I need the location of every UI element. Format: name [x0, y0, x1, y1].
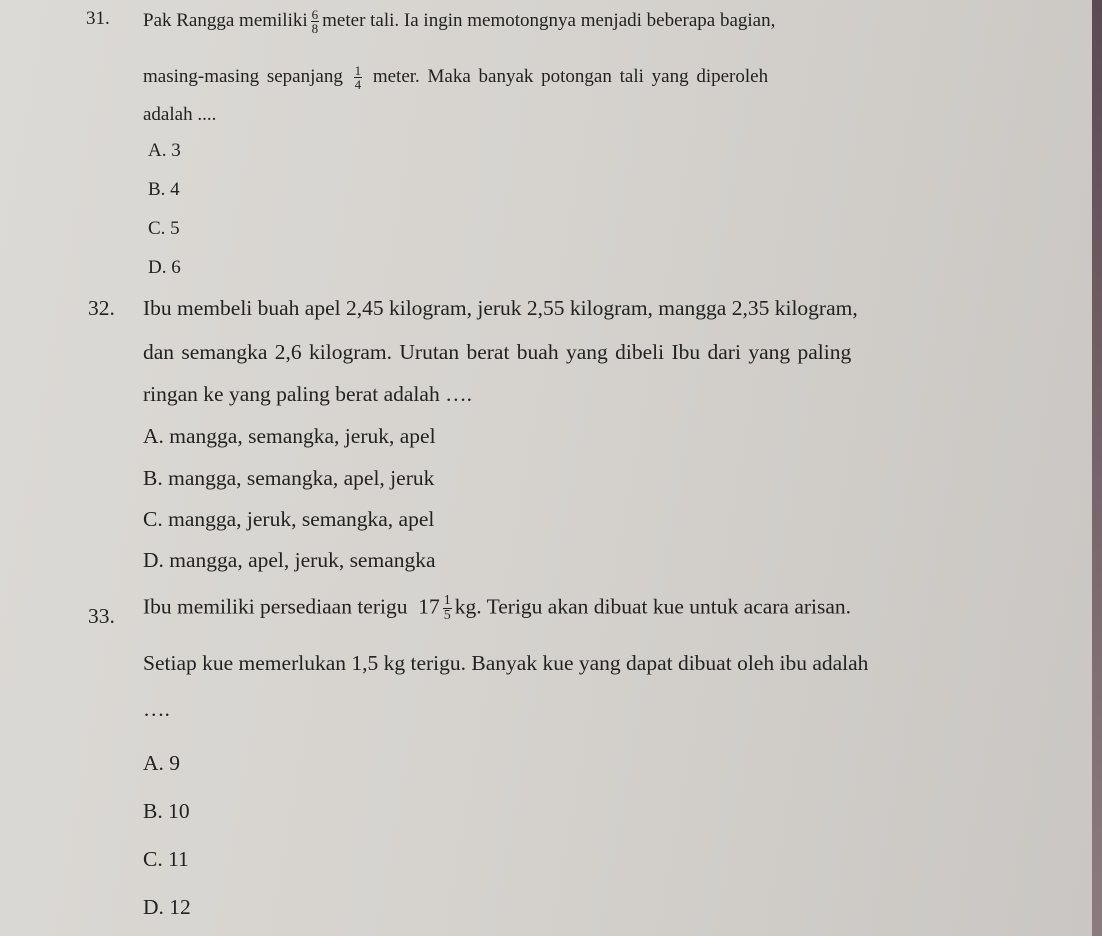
q33-frac-denominator: 5 [443, 608, 451, 623]
q31-line-1 [143, 8, 775, 35]
q33-line-2: Setiap kue memerlukan 1,5 kg terigu. Banyak kue yang dapat dibuat oleh ibu adalah [143, 651, 869, 675]
q31-frac2-numerator: 1 [354, 63, 362, 78]
q33-number: 33. [88, 604, 115, 628]
q33-option-d: D. 12 [143, 895, 191, 919]
q32-option-b: B. mangga, semangka, apel, jeruk [143, 466, 435, 490]
q32-line-1: Ibu membeli buah apel 2,45 kilogram, jeruk 2,55 kilogram, mangga 2,35 kilogram, [143, 296, 858, 320]
q31-line-1-text-b: meter tali. Ia ingin memotongnya menjadi beberapa bagian, [322, 9, 776, 31]
q31-number: 31. [86, 8, 110, 29]
q32-option-a: A. mangga, semangka, jeruk, apel [143, 424, 436, 448]
q31-frac1-denominator: 8 [311, 21, 319, 36]
q31-line-2-text-a: masing-masing sepanjang [143, 65, 343, 87]
q33-line-3: …. [143, 697, 170, 721]
q31-frac2-denominator: 4 [354, 77, 362, 92]
q31-option-c: C. 5 [148, 218, 180, 239]
q33-line-1-text-a: Ibu memiliki persediaan terigu [143, 594, 408, 619]
q31-line-3: adalah .... [143, 104, 217, 125]
q32-option-d: D. mangga, apel, jeruk, semangka [143, 548, 436, 572]
q31-line-2 [143, 64, 768, 91]
q31-fraction-1-4 [354, 64, 363, 91]
q33-option-b: B. 10 [143, 799, 190, 823]
q31-line-1-text-a: Pak Rangga memiliki [143, 9, 308, 31]
q33-fraction-1-5 [443, 594, 452, 623]
q33-frac-numerator: 1 [443, 593, 451, 608]
q32-line-3: ringan ke yang paling berat adalah …. [143, 382, 472, 406]
q31-frac1-numerator: 6 [311, 7, 319, 22]
q33-option-c: C. 11 [143, 847, 189, 871]
page-edge-shadow [1092, 0, 1102, 936]
q31-option-d: D. 6 [148, 257, 181, 278]
q31-option-b: B. 4 [148, 179, 180, 200]
q31-fraction-6-8 [311, 8, 320, 35]
q33-mixed-whole: 17 [418, 594, 440, 619]
q32-line-2: dan semangka 2,6 kilogram. Urutan berat buah yang dibeli Ibu dari yang paling [143, 340, 852, 364]
q31-option-a: A. 3 [148, 140, 181, 161]
q32-number: 32. [88, 296, 115, 320]
q31-line-2-text-b: meter. Maka banyak potongan tali yang diperoleh [372, 65, 769, 87]
q32-option-c: C. mangga, jeruk, semangka, apel [143, 507, 435, 531]
q33-option-a: A. 9 [143, 751, 181, 775]
q33-line-1-text-b: kg. Terigu akan dibuat kue untuk acara arisan. [454, 594, 852, 619]
q33-line-1 [143, 594, 851, 623]
